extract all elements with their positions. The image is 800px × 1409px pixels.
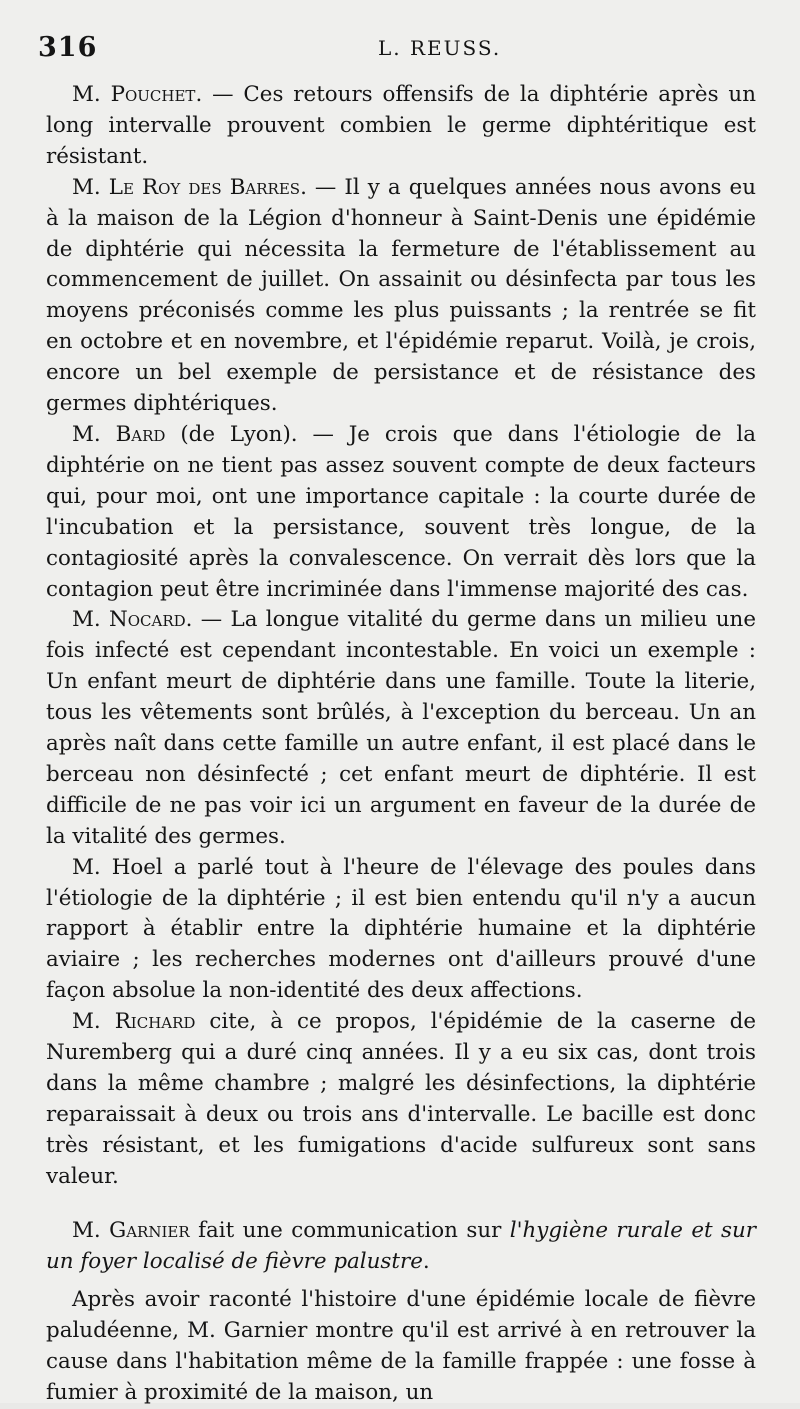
paragraph-garnier-story: Après avoir raconté l'histoire d'une épidémie locale de fièvre paludéenne, M. Garnier montre qu'il est arrivé à en retrouver la cause dans l'habitation même de la famille frappée : une fosse à fumier à proximité de la maison, un	[46, 1287, 756, 1406]
paragraph-bard	[46, 420, 756, 605]
speaker-name: Richard	[114, 1009, 196, 1035]
speaker-prefix: M.	[72, 1217, 110, 1243]
communication-title: l'hygiène rurale et sur un foyer localisé de fièvre palustre	[46, 1217, 756, 1274]
speaker-name: Nocard	[109, 607, 186, 633]
paragraph-pouchet	[46, 80, 756, 173]
speaker-prefix: M.	[72, 607, 110, 633]
speaker-prefix: M.	[72, 421, 116, 447]
communication-end: .	[422, 1248, 430, 1274]
paragraph-hoel	[46, 853, 756, 1008]
speaker-name: Garnier	[109, 1217, 190, 1243]
paragraph-text: M. Hoel a parlé tout à l'heure de l'élevage des poules dans l'étiologie de la diphtérie ; il est bien entendu qu'il n'y a aucun rapport à établir entre la diphtérie humaine et la diphtérie aviaire ; les recherches modernes ont d'ailleurs prouvé d'une façon absolue la non-identité des deux affections.	[46, 854, 756, 1004]
paragraph-text: . — Ces retours offensifs de la diphtérie après un long intervalle prouvent combien le germe diphtéritique est résistant.	[46, 82, 756, 169]
paragraph-nocard	[46, 605, 756, 852]
running-head: L. REUSS.	[378, 36, 502, 60]
page-number: 316	[38, 32, 98, 63]
body-text	[46, 80, 756, 1409]
paragraph-richard	[46, 1007, 756, 1192]
section-gap	[46, 1193, 756, 1216]
speaker-name: Le Roy des Barres	[108, 174, 301, 200]
page-header	[38, 32, 756, 72]
paragraph-text: . — La longue vitalité du germe dans un milieu une fois infecté est cependant incontestable. En voici un exemple : Un enfant meurt de diphtérie dans une famille. Toute la literie, tous les vêtements sont brûlés, à l'exception du berceau. Un an après naît dans cette famille un autre enfant, il est placé dans le berceau non désinfecté ; cet enfant meurt de diphtérie. Il est difficile de ne pas voir ici un argument en faveur de la durée de la vitalité des germes.	[46, 607, 756, 849]
paragraph-le-roy-des-barres	[46, 173, 756, 420]
speaker-prefix: M.	[72, 82, 111, 107]
paragraph-garnier-communication	[46, 1216, 756, 1278]
speaker-prefix: M.	[72, 174, 109, 200]
speaker-name: Bard	[115, 421, 166, 447]
communication-intro: fait une communication sur	[189, 1217, 510, 1243]
speaker-prefix: M.	[72, 1009, 115, 1035]
speaker-name: Pouchet	[110, 82, 196, 107]
paragraph-text: cite, à ce propos, l'épidémie de la caserne de Nuremberg qui a duré cinq années. Il y a eu six cas, dont trois dans la même chambre ; malgré les désinfections, la diphtérie reparaissait à deux ou trois ans d'intervalle. Le bacille est donc très résistant, et les fumigations d'acide sulfureux sont sans valeur.	[46, 1009, 756, 1189]
paragraph-text: (de Lyon). — Je crois que dans l'étiologie de la diphtérie on ne tient pas assez souvent compte de deux facteurs qui, pour moi, ont une importance capitale : la courte durée de l'incubation et la persistance, souvent très longue, de la contagiosité après la convalescence. On verrait dès lors que la contagion peut être incriminée dans l'immense majorité des cas.	[46, 421, 756, 602]
paragraph-text: . — Il y a quelques années nous avons eu à la maison de la Légion d'honneur à Saint-Denis une épidémie de diphtérie qui nécessita la fermeture de l'établissement au commencement de juillet. On assainit ou désinfecta par tous les moyens préconisés comme les plus puissants ; la rentrée se fit en octobre et en novembre, et l'épidémie reparut. Voilà, je crois, encore un bel exemple de persistance et de résistance des germes diphtériques.	[46, 174, 756, 417]
